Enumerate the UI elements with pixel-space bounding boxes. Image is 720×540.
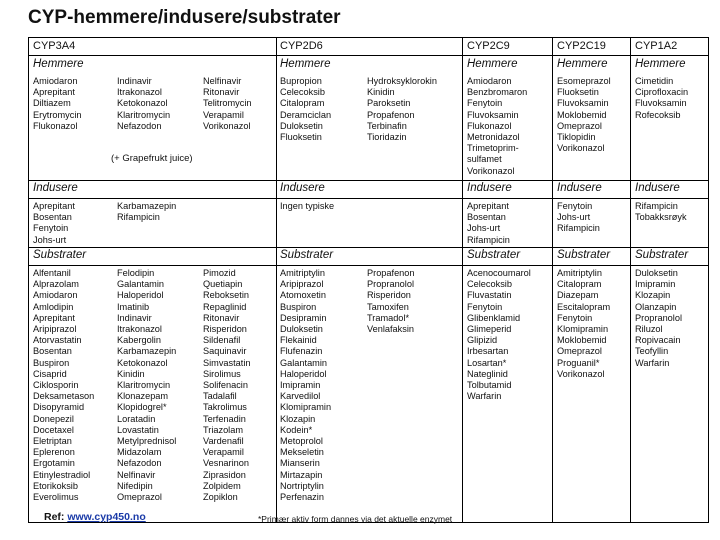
reference-link[interactable]: www.cyp450.no	[67, 511, 146, 523]
drug-list: Acenocoumarol Celecoksib Fluvastatin Fenytoin Glibenklamid Glimeperid Glipizid Irbesartan Losartan* Nateglinid Tolbutamid Warfarin	[467, 268, 531, 402]
divider	[29, 198, 708, 199]
section-label-hemmere: Hemmere	[635, 58, 686, 70]
section-label-indusere: Indusere	[635, 182, 680, 194]
section-label-hemmere: Hemmere	[280, 58, 331, 70]
divider	[29, 180, 708, 181]
divider	[29, 55, 708, 56]
section-label-hemmere: Hemmere	[33, 58, 84, 70]
section-label-indusere: Indusere	[467, 182, 512, 194]
divider	[552, 38, 553, 522]
drug-list: Duloksetin Imipramin Klozapin Olanzapin Propranolol Riluzol Ropivacain Teofyllin Warfarin	[635, 268, 682, 368]
reference-label: Ref:	[44, 511, 68, 523]
divider	[462, 38, 463, 522]
section-label-hemmere: Hemmere	[467, 58, 518, 70]
drug-list: Amiodaron Aprepitant Diltiazem Erytromycin Flukonazol	[33, 76, 82, 131]
drug-list: Nelfinavir Ritonavir Telitromycin Verapamil Vorikonazol	[203, 76, 252, 131]
section-label-substrater: Substrater	[467, 249, 521, 261]
drug-list: Hydroksyklorokin Kinidin Paroksetin Propafenon Terbinafin Tioridazin	[367, 76, 437, 143]
divider	[630, 38, 631, 522]
column-header-cyp2c19: CYP2C19	[557, 40, 606, 52]
drug-list: Esomeprazol Fluoksetin Fluvoksamin Moklobemid Omeprazol Tiklopidin Vorikonazol	[557, 76, 611, 154]
drug-list: Karbamazepin Rifampicin	[117, 201, 177, 223]
column-header-cyp2d6: CYP2D6	[280, 40, 323, 52]
section-label-substrater: Substrater	[557, 249, 611, 261]
drug-list: Felodipin Galantamin Haloperidol Imatinib Indinavir Itrakonazol Kabergolin Karbamazepin Ketokonazol Kinidin Klaritromycin Klonazepam Klopidogrel* Loratadin Lovastatin Metylprednisol Midazolam Nefazodon Nelfinavir Nifedipin Omeprazol	[117, 268, 177, 503]
drug-list: Pimozid Quetiapin Reboksetin Repaglinid Ritonavir Risperidon Sildenafil Saquinavir Simvastatin Sirolimus Solifenacin Tadalafil Takrolimus Terfenadin Triazolam Vardenafil Verapamil Vesnarinon Ziprasidon Zolpidem Zopiklon	[203, 268, 251, 503]
column-header-cyp3a4: CYP3A4	[33, 40, 76, 52]
section-label-indusere: Indusere	[33, 182, 78, 194]
section-label-substrater: Substrater	[280, 249, 334, 261]
cyp-table	[28, 37, 709, 523]
section-label-indusere: Indusere	[280, 182, 325, 194]
drug-list: Ingen typiske	[280, 201, 335, 211]
section-label-substrater: Substrater	[33, 249, 87, 261]
page-title: CYP-hemmere/indusere/substrater	[28, 7, 341, 28]
divider	[29, 247, 708, 248]
reference	[44, 511, 146, 523]
drug-list: Propafenon Propranolol Risperidon Tamoxifen Tramadol* Venlafaksin	[367, 268, 415, 335]
grapefruit-note: (+ Grapefrukt juice)	[111, 153, 193, 164]
section-label-indusere: Indusere	[557, 182, 602, 194]
column-header-cyp1a2: CYP1A2	[635, 40, 678, 52]
divider	[29, 265, 708, 266]
drug-list: Aprepitant Bosentan Fenytoin Johs-urt	[33, 201, 75, 245]
drug-list: Indinavir Itrakonazol Ketokonazol Klaritromycin Nefazodon	[117, 76, 171, 131]
section-label-substrater: Substrater	[635, 249, 689, 261]
drug-list: Aprepitant Bosentan Johs-urt Rifampicin	[467, 201, 510, 245]
drug-list: Amiodaron Benzbromaron Fenytoin Fluvoksamin Flukonazol Metronidazol Trimetoprim- sulfamet Vorikonazol	[467, 76, 528, 176]
drug-list: Amitriptylin Citalopram Diazepam Escitalopram Fenytoin Klomipramin Moklobemid Omeprazol Proguanil* Vorikonazol	[557, 268, 611, 379]
section-label-hemmere: Hemmere	[557, 58, 608, 70]
drug-list: Bupropion Celecoksib Citalopram Deramciclan Duloksetin Fluoksetin	[280, 76, 332, 143]
drug-list: Alfentanil Alprazolam Amiodaron Amlodipin Aprepitant Aripiprazol Atorvastatin Bosentan Buspiron Cisaprid Ciklosporin Deksametason Disopyramid Donepezil Docetaxel Eletriptan Eplerenon Ergotamin Etinylestradiol Etorikoksib Everolimus	[33, 268, 95, 503]
footnote: *Primær aktiv form dannes via det aktuelle enzymet	[258, 514, 453, 524]
drug-list: Cimetidin Ciprofloxacin Fluvoksamin Rofecoksib	[635, 76, 689, 120]
column-header-cyp2c9: CYP2C9	[467, 40, 510, 52]
divider	[276, 38, 277, 522]
drug-list: Rifampicin Tobakksrøyk	[635, 201, 687, 223]
drug-list: Fenytoin Johs-urt Rifampicin	[557, 201, 600, 234]
drug-list: Amitriptylin Aripiprazol Atomoxetin Buspiron Desipramin Duloksetin Flekainid Flufenazin Galantamin Haloperidol Imipramin Karvedilol Klomipramin Klozapin Kodein* Metoprolol Mekseletin Mianserin Mirtazapin Nortriptylin Perfenazin	[280, 268, 332, 503]
